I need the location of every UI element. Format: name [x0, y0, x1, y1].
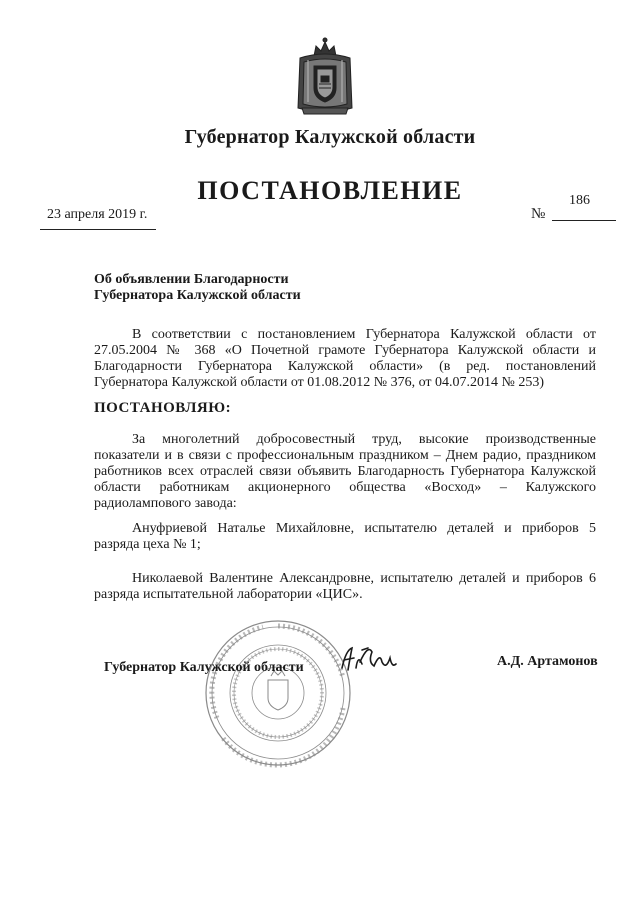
handwritten-signature-icon [338, 640, 400, 678]
issuing-authority: Губернатор Калужской области [184, 126, 476, 148]
decree-heading: ПОСТАНОВЛЯЮ: [94, 400, 232, 416]
document-date: 23 апреля 2019 г. [47, 207, 148, 222]
document-type-title: ПОСТАНОВЛЕНИЕ [197, 176, 463, 205]
subject-line-1: Об объявлении Благодарности [94, 272, 289, 287]
subject-line-2: Губернатора Калужской области [94, 288, 301, 303]
document-subject [94, 272, 301, 304]
number-sign: № [531, 206, 546, 222]
decree-paragraph: За многолетний добросовестный труд, высокие производственные показатели и в связи с профессиональным праздником – Днем радио, праздником работников всех отраслей связи объявить Благодарность Губернатора Калужской области работникам акционерного общества «Восход» – Калужского радиолампового завода: [94, 432, 596, 511]
date-underline [40, 229, 156, 230]
signatory-name: А.Д. Артамонов [497, 654, 598, 669]
kaluga-region-coat-of-arms-icon [294, 36, 356, 118]
recipient-item: Николаевой Валентине Александровне, испытателю деталей и приборов 6 разряда испытательной лаборатории «ЦИС». [94, 571, 596, 602]
document-number: 186 [569, 193, 590, 208]
official-round-seal-icon [203, 618, 353, 768]
number-underline [552, 220, 616, 221]
recipient-item: Ануфриевой Наталье Михайловне, испытателю деталей и приборов 5 разряда цеха № 1; [94, 521, 596, 552]
preamble-paragraph: В соответствии с постановлением Губернатора Калужской области от 27.05.2004 № 368 «О Почетной грамоте Губернатора Калужской области и Благодарности Губернатора Калужской области» (в ред. постановлений Губернатора Калужской области от 01.08.2012 № 376, от 04.07.2014 № 253) [94, 327, 596, 390]
signatory-position: Губернатор Калужской области [104, 660, 304, 675]
